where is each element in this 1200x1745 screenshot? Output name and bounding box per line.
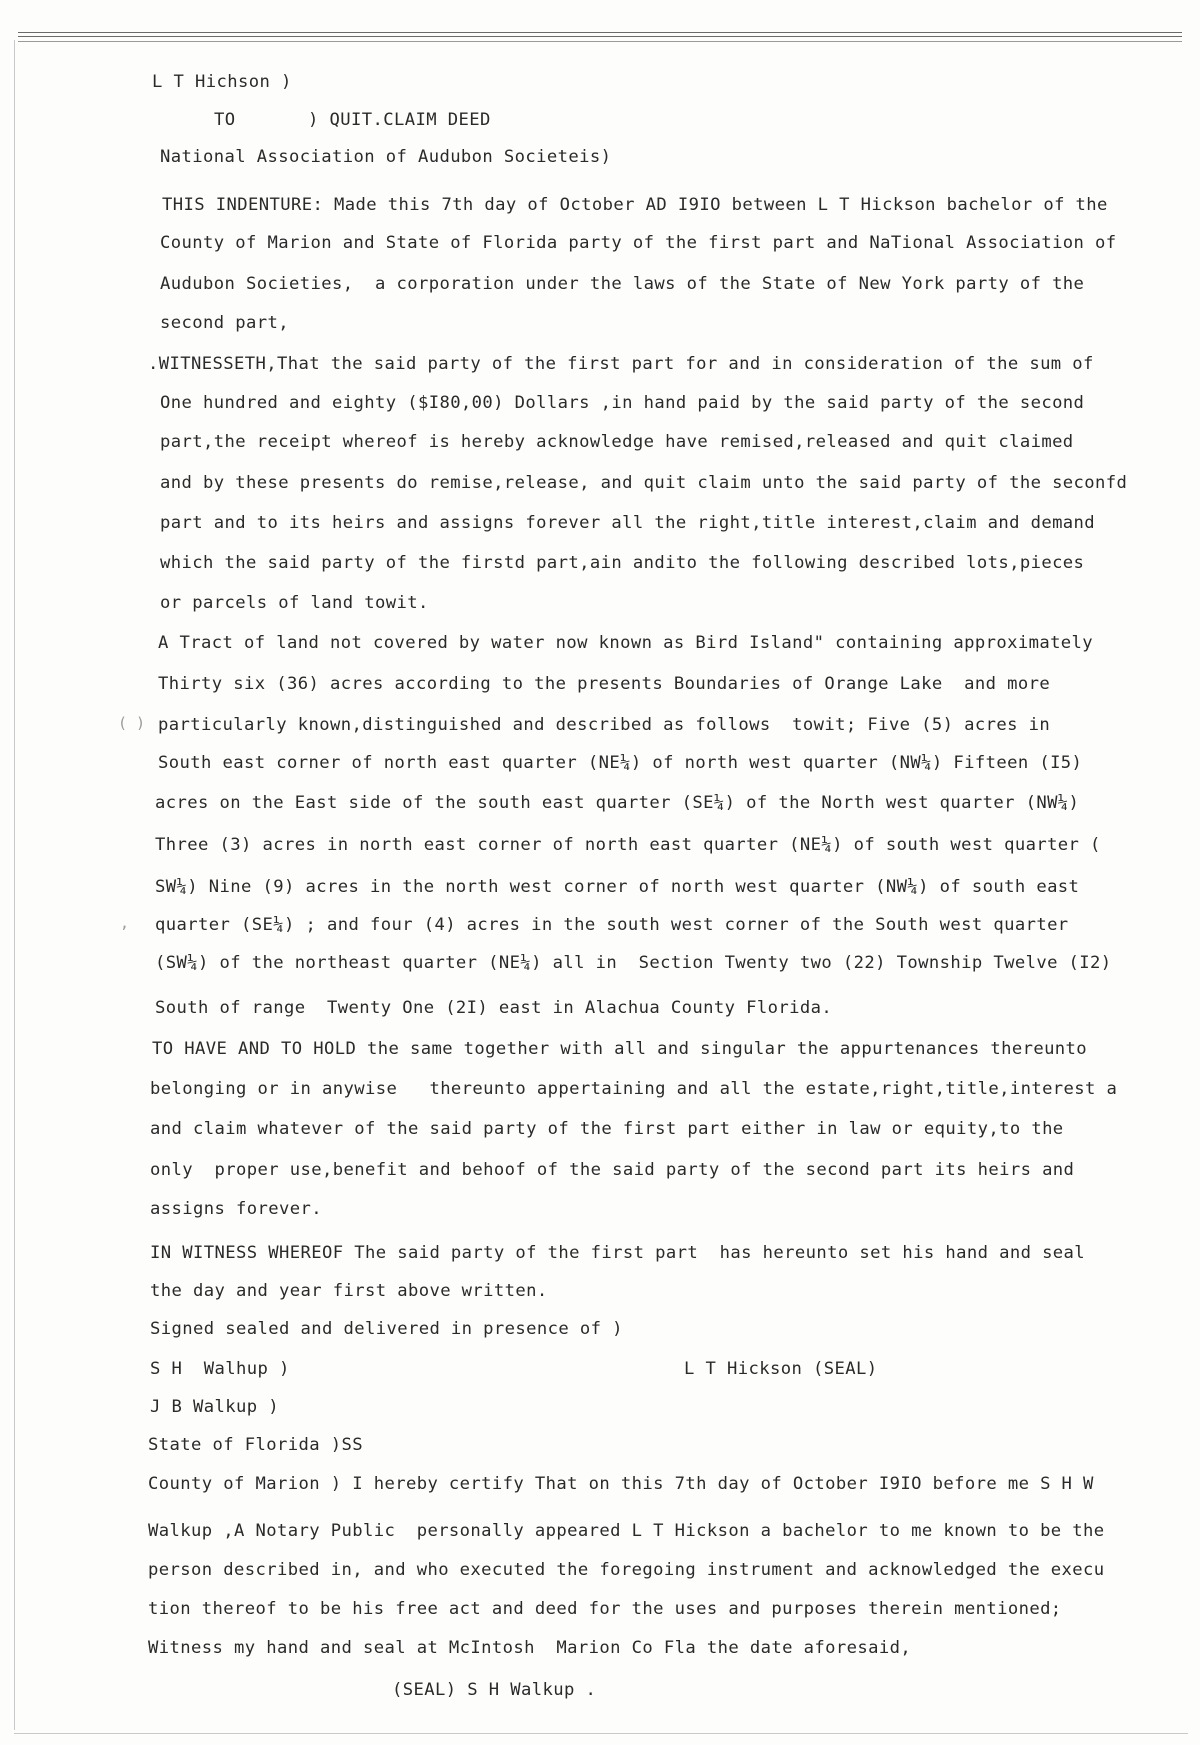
testimonium-line: IN WITNESS WHEREOF The said party of the first part has hereunto set his hand and seal (150, 1243, 1086, 1263)
habendum-line: belonging or in anywise thereunto appertaining and all the estate,right,title,interest a (150, 1079, 1118, 1099)
margin-mark: , (120, 914, 130, 932)
habendum-line: and claim whatever of the said party of the first part either in law or equity,to the (150, 1119, 1064, 1139)
top-rule (18, 32, 1182, 33)
acknowledgment-line: Witness my hand and seal at McIntosh Marion Co Fla the date aforesaid, (148, 1638, 912, 1658)
acknowledgment-line: County of Marion ) I hereby certify That on this 7th day of October I9IO before me S H W (148, 1474, 1094, 1494)
indenture-line: THIS INDENTURE: Made this 7th day of October AD I9IO between L T Hickson bachelor of the (162, 195, 1108, 215)
acknowledgment-line: State of Florida )SS (148, 1435, 363, 1455)
indenture-line: County of Marion and State of Florida party of the first part and NaTional Association of (160, 233, 1117, 253)
signed-sealed-line: Signed sealed and delivered in presence of ) (150, 1319, 623, 1339)
witnesseth-line: part,the receipt whereof is hereby acknowledge have remised,released and quit claimed (160, 432, 1074, 452)
habendum-line: TO HAVE AND TO HOLD the same together with all and singular the appurtenances thereunto (152, 1039, 1088, 1059)
margin-mark: ( ) (118, 714, 146, 732)
top-rule-second (18, 36, 1182, 37)
description-line: (SW¼) of the northeast quarter (NE¼) all in Section Twenty two (22) Township Twelve (I2) (155, 953, 1112, 973)
page-bottom-edge (14, 1733, 1188, 1734)
acknowledgment-line: tion thereof to be his free act and deed for the uses and purposes therein mentioned; (148, 1599, 1062, 1619)
testimonium-line: the day and year first above written. (150, 1281, 548, 1301)
heading-grantor: L T Hichson ) (152, 72, 292, 92)
description-line: Three (3) acres in north east corner of north east quarter (NE¼) of south west quarter ( (155, 835, 1101, 855)
description-line: South east corner of north east quarter (NE¼) of north west quarter (NW¼) Fifteen (I5) (158, 753, 1083, 773)
description-line: A Tract of land not covered by water now known as Bird Island" containing approximately (158, 633, 1094, 653)
witnesseth-line: part and to its heirs and assigns forever all the right,title interest,claim and demand (160, 513, 1096, 533)
notary-signature: (SEAL) S H Walkup . (392, 1680, 597, 1700)
acknowledgment-line: Walkup ,A Notary Public personally appeared L T Hickson a bachelor to me known to be the (148, 1521, 1105, 1541)
grantor-signature: L T Hickson (SEAL) (684, 1359, 878, 1379)
witness-signature: S H Walhup ) (150, 1359, 290, 1379)
indenture-line: second part, (160, 313, 289, 333)
habendum-line: assigns forever. (150, 1199, 322, 1219)
description-line: quarter (SE¼) ; and four (4) acres in the south west corner of the South west quarter (155, 915, 1069, 935)
top-rule-third (18, 41, 1182, 42)
heading-to: TO (214, 110, 236, 130)
acknowledgment-line: person described in, and who executed the foregoing instrument and acknowledged the execu (148, 1560, 1105, 1580)
witness-signature: J B Walkup ) (150, 1397, 279, 1417)
habendum-line: only proper use,benefit and behoof of the said party of the second part its heirs and (150, 1160, 1075, 1180)
witnesseth-line: .WITNESSETH,That the said party of the first part for and in consideration of the sum of (148, 354, 1094, 374)
witnesseth-line: One hundred and eighty ($I80,00) Dollars ,in hand paid by the said party of the second (160, 393, 1085, 413)
description-line: Thirty six (36) acres according to the presents Boundaries of Orange Lake and more (158, 674, 1051, 694)
description-line: South of range Twenty One (2I) east in Alachua County Florida. (155, 998, 833, 1018)
page-left-edge (14, 40, 15, 1730)
heading-deed-type: ) QUIT.CLAIM DEED (308, 110, 491, 130)
description-line: SW¼) Nine (9) acres in the north west corner of north west quarter (NW¼) of south east (155, 877, 1080, 897)
witnesseth-line: which the said party of the firstd part,ain andito the following described lots,pieces (160, 553, 1085, 573)
description-line: particularly known,distinguished and described as follows towit; Five (5) acres in (158, 715, 1051, 735)
witnesseth-line: and by these presents do remise,release, and quit claim unto the said party of the seconfd (160, 473, 1128, 493)
indenture-line: Audubon Societies, a corporation under the laws of the State of New York party of the (160, 274, 1085, 294)
witnesseth-line: or parcels of land towit. (160, 593, 429, 613)
description-line: acres on the East side of the south east quarter (SE¼) of the North west quarter (NW¼) (155, 793, 1080, 813)
heading-grantee: National Association of Audubon Societeis) (160, 147, 612, 167)
